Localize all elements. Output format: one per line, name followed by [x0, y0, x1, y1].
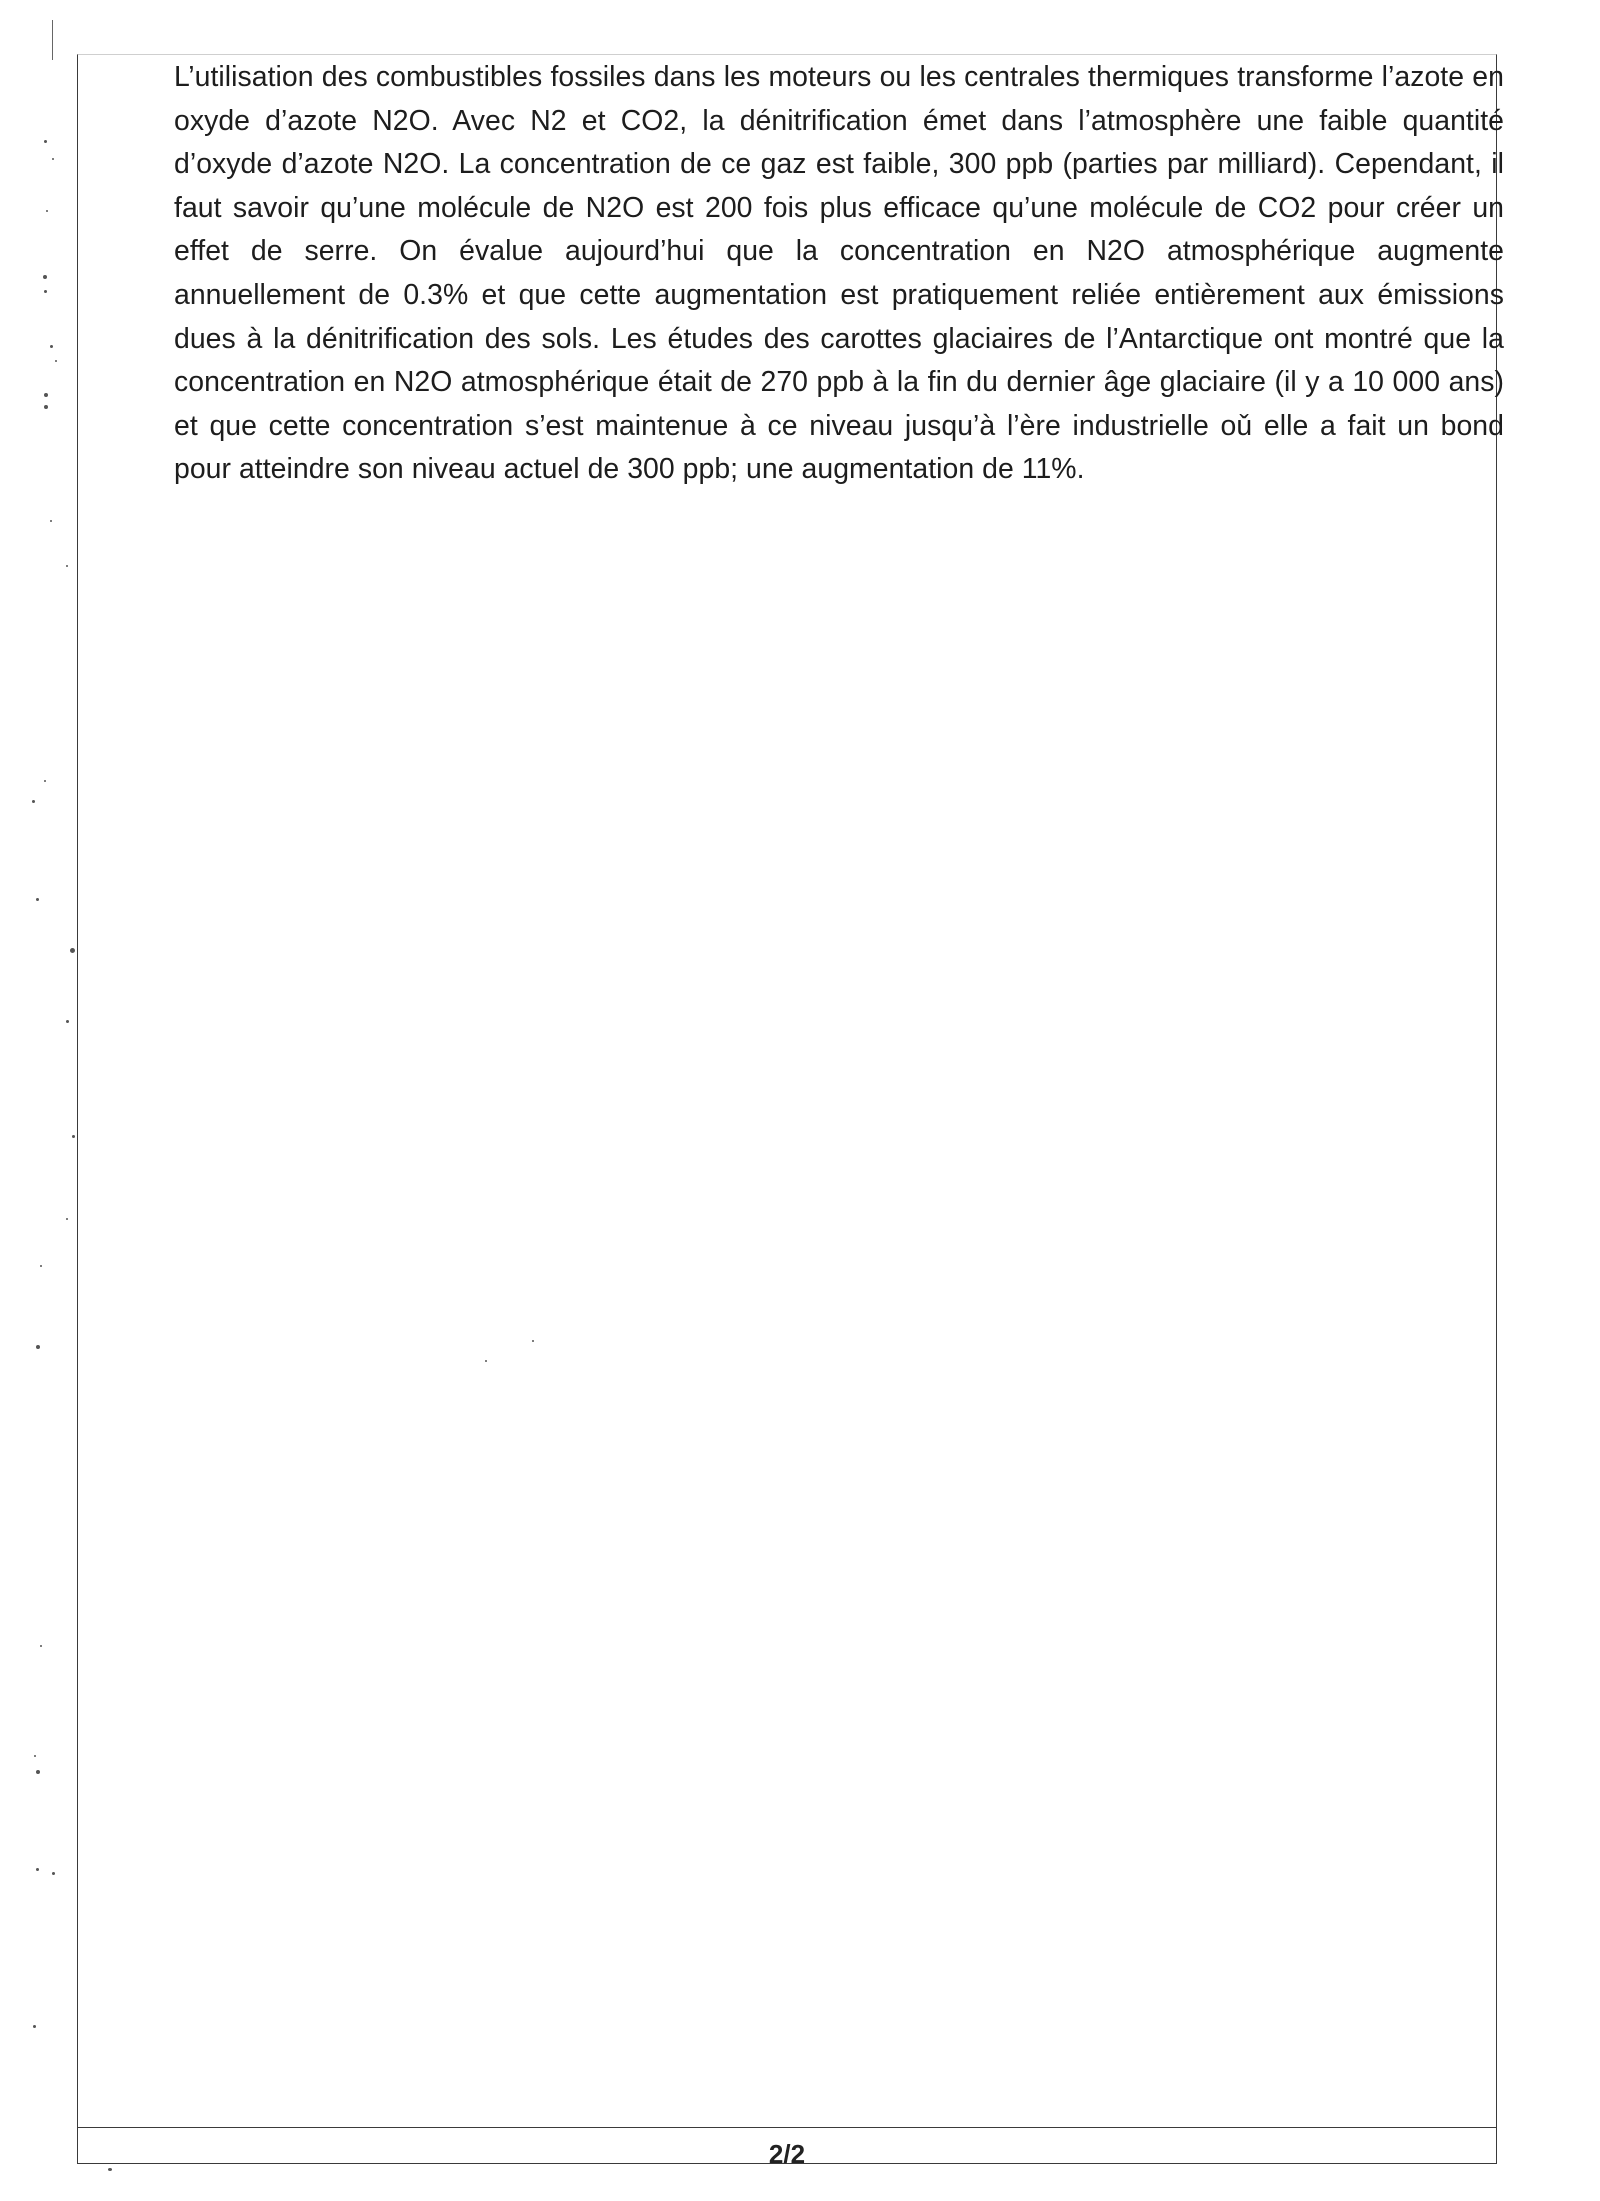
scan-speck	[46, 210, 48, 212]
body-paragraph: L’utilisation des combustibles fossiles dans les moteurs ou les centrales thermiques transforme l’azote en oxyde d’azote N2O. Avec N2 et CO2, la dénitrification émet dans l’atmosphère une faible quantité d’oxyde d’azote N2O. La concentration de ce gaz est faible, 300 ppb (parties par milliard). Cependant, il faut savoir qu’une molécule de N2O est 200 fois plus efficace qu’une molécule de CO2 pour créer un effet de serre. On évalue aujourd’hui que la concentration en N2O atmosphérique augmente annuellement de 0.3% et que cette augmentation est pratiquement reliée entièrement aux émissions dues à la dénitrification des sols. Les études des carottes glaciaires de l’Antarctique ont montré que la concentration en N2O atmosphérique était de 270 ppb à la fin du dernier âge glaciaire (il y a 10 000 ans) et que cette concentration s’est maintenue à ce niveau jusqu’à l’ère industrielle oǔ elle a fait un bond pour atteindre son niveau actuel de 300 ppb; une augmentation de 11%.	[174, 61, 1504, 486]
scan-speck	[36, 898, 39, 901]
scan-speck	[36, 1770, 40, 1774]
scan-streak	[52, 20, 53, 60]
scan-speck	[44, 405, 48, 409]
scan-speck	[44, 140, 47, 143]
scan-speck	[40, 1265, 42, 1267]
scan-speck	[36, 1868, 39, 1871]
footer-divider	[78, 2127, 1496, 2128]
scan-speck	[43, 275, 47, 279]
scan-speck	[108, 2168, 112, 2171]
scan-speck	[44, 780, 46, 782]
scan-speck	[33, 2025, 36, 2028]
scan-speck	[485, 1360, 487, 1362]
scan-speck	[55, 360, 57, 362]
scan-speck	[52, 158, 54, 160]
scan-speck	[34, 1755, 36, 1757]
scan-speck	[50, 345, 53, 348]
page-number: 2/2	[768, 2139, 806, 2169]
scan-speck	[44, 393, 48, 397]
scan-speck	[532, 1340, 534, 1342]
scan-speck	[36, 1345, 40, 1349]
scan-speck	[72, 1135, 75, 1138]
scan-speck	[66, 1218, 68, 1220]
scan-speck	[52, 1872, 55, 1875]
scan-speck	[32, 800, 35, 803]
scan-speck	[50, 520, 52, 522]
scan-speck	[40, 1645, 42, 1647]
scan-speck	[66, 1020, 69, 1023]
scan-speck	[70, 948, 75, 953]
scan-speck	[66, 565, 68, 567]
scan-speck	[44, 290, 47, 293]
